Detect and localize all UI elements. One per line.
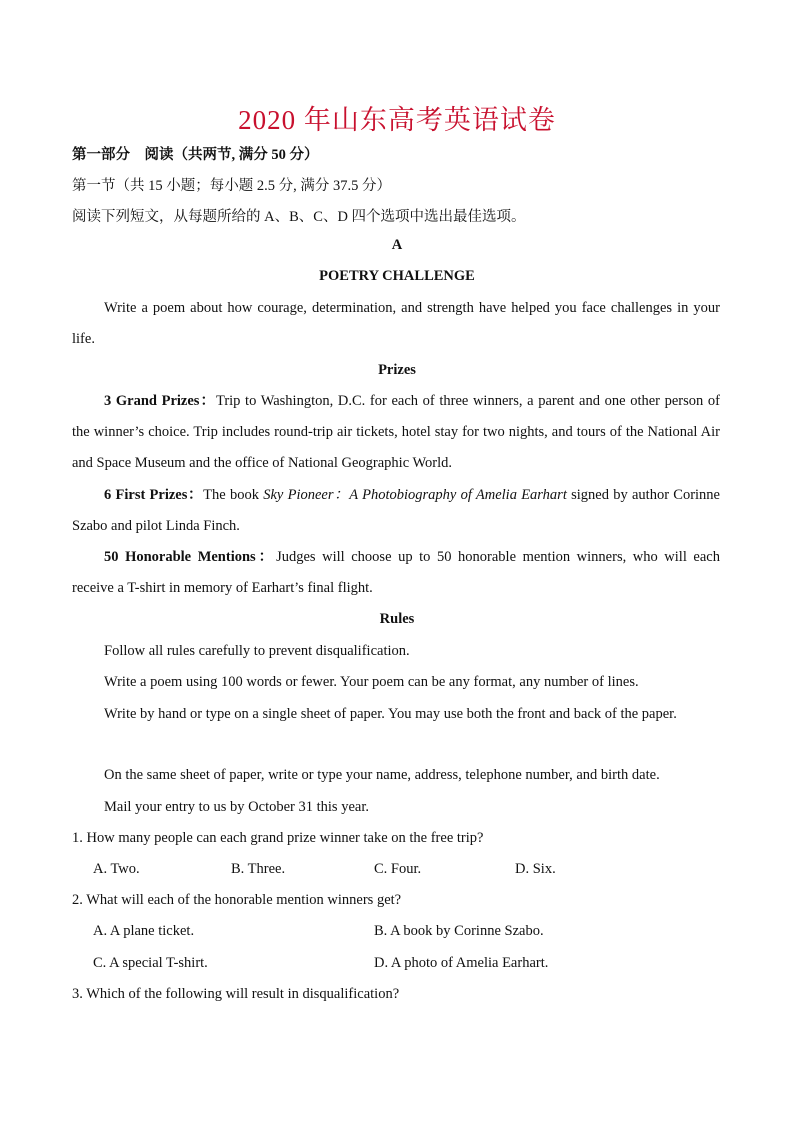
first-prizes-text-b: signed by author Corinne Szabo and pilot Linda Finch. [72,487,720,535]
rule-5: Mail your entry to us by October 31 this year. [104,799,369,815]
first-prizes-label: 6 First Prizes： [104,487,204,503]
part-heading: 第一部分 阅读（共两节, 满分 50 分） [72,147,319,163]
q1-option-a: A. Two. [93,861,140,877]
q1-option-d: D. Six. [515,861,556,877]
rule-3: Write by hand or type on a single sheet of paper. You may use both the front and back of the paper. [104,706,677,722]
rule-2: Write a poem using 100 words or fewer. Your poem can be any format, any number of lines. [104,674,639,690]
first-prizes-paragraph [72,480,720,542]
q1-option-b: B. Three. [231,861,286,877]
prizes-heading: Prizes [378,362,416,378]
section-heading: 第一节（共 15 小题；每小题 2.5 分, 满分 37.5 分） [72,178,391,194]
grand-prizes-paragraph [72,386,720,480]
passage-heading: POETRY CHALLENGE [319,268,475,284]
intro-paragraph: Write a poem about how courage, determination, and strength have helped you face challenges in your life. [72,300,720,348]
first-prizes-text-a: The book [203,487,264,503]
q2-option-c: C. A special T-shirt. [93,955,208,971]
q1-option-c: C. Four. [374,861,422,877]
exam-title: 2020 年山东高考英语试卷 [238,105,556,135]
rule-4: On the same sheet of paper, write or type your name, address, telephone number, and birth date. [104,767,660,783]
rules-heading: Rules [379,611,415,627]
q2-option-b: B. A book by Corinne Szabo. [374,923,544,939]
passage-label: A [391,237,403,253]
honorable-mentions-text: Judges will choose up to 50 honorable mention winners, who will each receive a T-shirt in memory of Earhart’s final flight. [72,549,720,597]
rule-1: Follow all rules carefully to prevent disqualification. [104,643,410,659]
honorable-mentions-paragraph [72,542,720,604]
grand-prizes-label: 3 Grand Prizes： [104,393,216,409]
question-1-stem: 1. How many people can each grand prize winner take on the free trip? [72,830,484,846]
book-title: Sky Pioneer：A Photobiography of Amelia Earhart [263,487,567,503]
q2-option-a: A. A plane ticket. [93,923,195,939]
grand-prizes-text: Trip to Washington, D.C. for each of three winners, a parent and one other person of the winner’s choice. Trip includes round-trip air tickets, hotel stay for two nights, and tours of the National Air and Space Museum and the office of National Geographic World. [72,393,720,472]
question-2-stem: 2. What will each of the honorable mention winners get? [72,892,402,908]
instruction-text: 阅读下列短文，从每题所给的 A、B、C、D 四个选项中选出最佳选项。 [72,209,526,225]
honorable-mentions-label: 50 Honorable Mentions： [104,549,277,565]
question-3-stem: 3. Which of the following will result in disqualification? [72,986,400,1002]
q2-option-d: D. A photo of Amelia Earhart. [374,955,549,971]
